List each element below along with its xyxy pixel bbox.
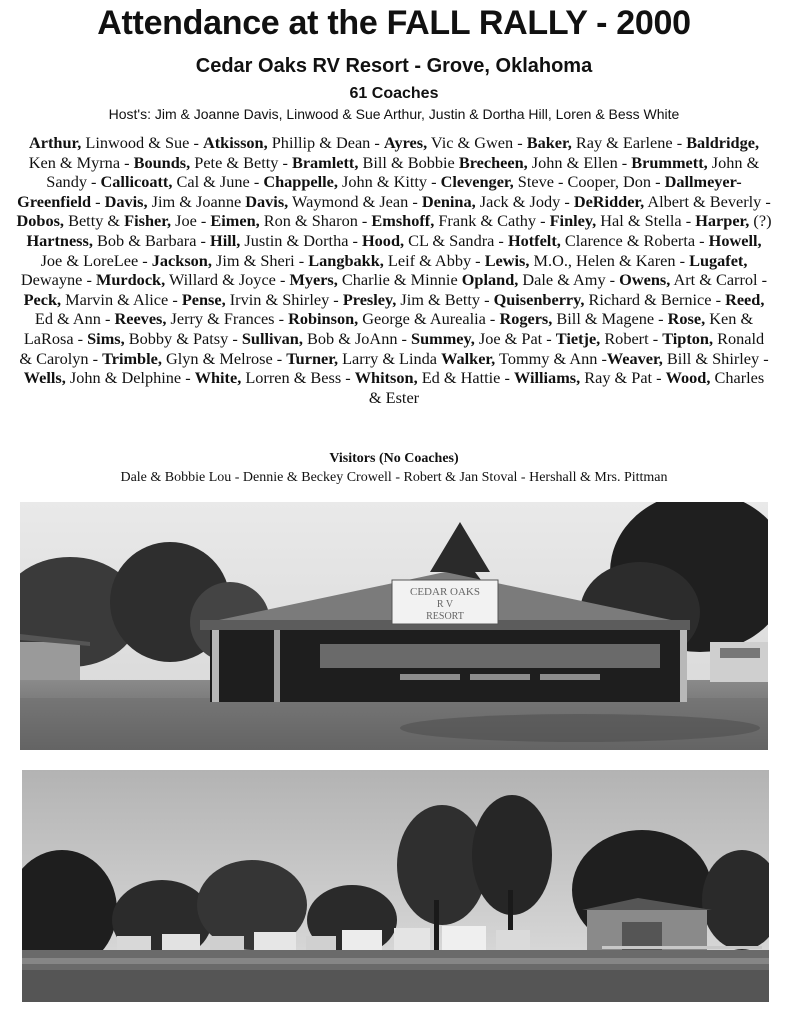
attendee-first-names: Glyn & Melrose - (161, 348, 287, 368)
attendee-last-name: Hill, (210, 230, 241, 250)
attendee-last-name: Myers, (289, 270, 338, 290)
attendee-last-name: Hartness, (26, 230, 93, 250)
attendee-last-name: White, (194, 368, 242, 388)
attendee-last-name: Sims, (87, 328, 125, 348)
attendee-first-names: Marvin & Alice - (61, 289, 182, 309)
attendee-last-name: Weaver, (606, 348, 663, 368)
attendee-last-name: Quisenberry, (493, 289, 585, 309)
attendee-first-names: Cal & June - (172, 172, 264, 192)
attendee-first-names: Justin & Dortha - (240, 230, 362, 250)
attendee-first-names: Ken & Myrna - (28, 152, 134, 172)
attendee-last-name: Wells, (23, 368, 66, 388)
attendee-first-names: Ray & Pat - (580, 368, 666, 388)
pavilion-photo (20, 502, 768, 750)
attendee-first-names: Charlie & Minnie (337, 270, 462, 290)
attendee-last-name: Jackson, (151, 250, 212, 270)
attendee-first-names: Lorren & Bess - (241, 368, 355, 388)
attendee-first-names: Jim & Joanne (147, 191, 246, 211)
attendee-last-name: Clevenger, (440, 172, 514, 192)
attendee-last-name: Peck, (23, 289, 62, 309)
attendee-first-names: Pete & Betty - (190, 152, 292, 172)
attendee-first-names: Joe & Pat - (474, 328, 556, 348)
attendee-last-name: Lewis, (484, 250, 530, 270)
attendee-first-names: Dewayne - (20, 270, 96, 290)
attendee-last-name: Baker, (526, 133, 572, 152)
attendee-last-name: Hood, (362, 230, 405, 250)
attendee-first-names: Bobby & Patsy - (124, 328, 242, 348)
attendee-list (16, 133, 772, 407)
attendee-first-names: Jim & Sheri - (211, 250, 309, 270)
attendee-last-name: Walker, (441, 348, 496, 368)
attendee-first-names: Tommy & Ann - (495, 348, 607, 368)
attendee-last-name: Langbakk, (308, 250, 384, 270)
campground-photo (22, 770, 769, 1002)
attendee-first-names: Robert - (600, 328, 663, 348)
attendee-last-name: Williams, (513, 368, 581, 388)
attendee-first-names: Ed & Ann - (34, 309, 115, 329)
attendee-last-name: Brummett, (631, 152, 708, 172)
attendee-first-names: Bill & Magene - (552, 309, 668, 329)
attendee-first-names: Bill & Bobbie (358, 152, 459, 172)
attendee-last-name: Denina, (421, 191, 476, 211)
attendee-last-name: Davis, (104, 191, 148, 211)
attendee-last-name: Rogers, (499, 309, 553, 329)
page-title: Attendance at the FALL RALLY - 2000 (97, 4, 691, 42)
sign-line-2: R V (436, 599, 454, 610)
attendee-first-names: Phillip & Dean - (267, 133, 384, 152)
attendee-first-names: Irvin & Shirley - (225, 289, 343, 309)
attendee-first-names: (?) (749, 211, 772, 231)
attendee-first-names: M.O., Helen & Karen - (529, 250, 690, 270)
attendee-last-name: Bounds, (133, 152, 191, 172)
attendee-last-name: Sullivan, (241, 328, 303, 348)
sign-line-1: CEDAR OAKS (410, 586, 480, 598)
attendee-first-names: Willard & Joyce - (165, 270, 290, 290)
attendee-first-names: Joe - (171, 211, 211, 231)
attendee-first-names: Jack & Jody - (475, 191, 574, 211)
attendee-first-names: Vic & Gwen - (427, 133, 527, 152)
attendee-first-names: Dale & Amy - (518, 270, 620, 290)
attendee-last-name: Eimen, (210, 211, 260, 231)
attendee-last-name: Finley, (549, 211, 597, 231)
attendee-first-names: Linwood & Sue - (81, 133, 203, 152)
hosts-line: Host's: Jim & Joanne Davis, Linwood & Sue Arthur, Justin & Dortha Hill, Loren & Bess White (108, 106, 680, 122)
attendee-last-name: Lugafet, (689, 250, 748, 270)
attendee-last-name: DeRidder, (573, 191, 645, 211)
attendee-first-names: Ray & Earlene - (571, 133, 687, 152)
attendee-first-names: Leif & Abby - (383, 250, 485, 270)
attendee-first-names: Bill & Shirley - (662, 348, 769, 368)
attendee-first-names: Frank & Cathy - (434, 211, 550, 231)
attendee-last-name: Harper, (695, 211, 750, 231)
attendee-first-names: George & Aurealia - (358, 309, 500, 329)
attendee-last-name: Summey, (411, 328, 475, 348)
visitors-list: Dale & Bobbie Lou - Dennie & Beckey Crowell - Robert & Jan Stoval - Hershall & Mrs. Pittman (120, 470, 668, 485)
attendee-last-name: Whitson, (354, 368, 418, 388)
attendee-first-names: Jerry & Frances - (166, 309, 289, 329)
attendee-last-name: Robinson, (288, 309, 359, 329)
attendee-last-name: Tietje, (555, 328, 601, 348)
attendee-first-names: Ron & Sharon - (259, 211, 372, 231)
attendee-last-name: Dobos, (16, 211, 65, 231)
attendee-last-name: Turner, (286, 348, 339, 368)
sign-line-3: RESORT (426, 611, 464, 622)
attendee-last-name: Reeves, (114, 309, 167, 329)
attendee-last-name: Emshoff, (371, 211, 435, 231)
attendee-last-name: Howell, (708, 230, 762, 250)
attendee-last-name: Pense, (181, 289, 226, 309)
attendee-first-names: Art & Carrol - (670, 270, 768, 290)
attendee-first-names: Ronald & Carolyn - (19, 328, 765, 368)
attendee-last-name: Davis, (245, 191, 289, 211)
attendee-first-names: John & Sandy - (46, 152, 760, 192)
attendee-last-name: Baldridge, (686, 133, 760, 152)
attendee-first-names: Steve - Cooper, Don - (513, 172, 665, 192)
attendee-last-name: Hotfelt, (507, 230, 561, 250)
attendee-last-name: Murdock, (95, 270, 166, 290)
attendee-first-names: John & Delphine - (65, 368, 195, 388)
attendee-first-names: Ken & LaRosa - (23, 309, 754, 348)
attendee-last-name: Presley, (342, 289, 397, 309)
attendee-last-name: Chappelle, (263, 172, 338, 192)
attendee-last-name: Owens, (619, 270, 671, 290)
attendee-last-name: Bramlett, (291, 152, 359, 172)
attendee-last-name: Trimble, (102, 348, 162, 368)
attendee-first-names: Clarence & Roberta - (560, 230, 709, 250)
attendee-last-name: Tipton, (662, 328, 714, 348)
coach-count: 61 Coaches (349, 85, 439, 102)
attendee-first-names: CL & Sandra - (404, 230, 508, 250)
resort-subtitle: Cedar Oaks RV Resort - Grove, Oklahoma (195, 55, 593, 77)
attendee-first-names: Jim & Betty - (396, 289, 494, 309)
visitors-heading: Visitors (No Coaches) (329, 451, 459, 466)
attendee-last-name: Ayres, (383, 133, 428, 152)
attendee-first-names: Joe & LoreLee - (40, 250, 152, 270)
attendee-first-names: Ed & Hattie - (417, 368, 514, 388)
attendee-last-name: Rose, (667, 309, 706, 329)
attendee-first-names: John & Ellen - (527, 152, 632, 172)
attendee-last-name: Opland, (461, 270, 519, 290)
attendee-last-name: Reed, (725, 289, 765, 309)
attendee-first-names: Richard & Bernice - (584, 289, 726, 309)
attendee-first-names: Bob & Barbara - (92, 230, 211, 250)
attendee-first-names: Albert & Beverly - (644, 191, 771, 211)
attendee-first-names: - (91, 191, 105, 211)
attendee-last-name: Fisher, (124, 211, 172, 231)
attendee-last-name: Dallmeyer-Greenfield (17, 172, 742, 211)
attendee-last-name: Atkisson, (202, 133, 268, 152)
attendee-last-name: Callicoatt, (100, 172, 173, 192)
attendee-first-names: Larry & Linda (338, 348, 442, 368)
attendee-last-name: Wood, (665, 368, 711, 388)
attendee-first-names: Betty & (64, 211, 125, 231)
attendee-first-names: John & Kitty - (337, 172, 441, 192)
attendee-first-names: Hal & Stella - (596, 211, 696, 231)
attendee-first-names: Waymond & Jean - (288, 191, 422, 211)
attendee-last-name: Arthur, (28, 133, 82, 152)
attendee-first-names: Bob & JoAnn - (302, 328, 412, 348)
attendee-last-name: Brecheen, (458, 152, 528, 172)
attendee-first-names: Charles & Ester (368, 368, 765, 407)
